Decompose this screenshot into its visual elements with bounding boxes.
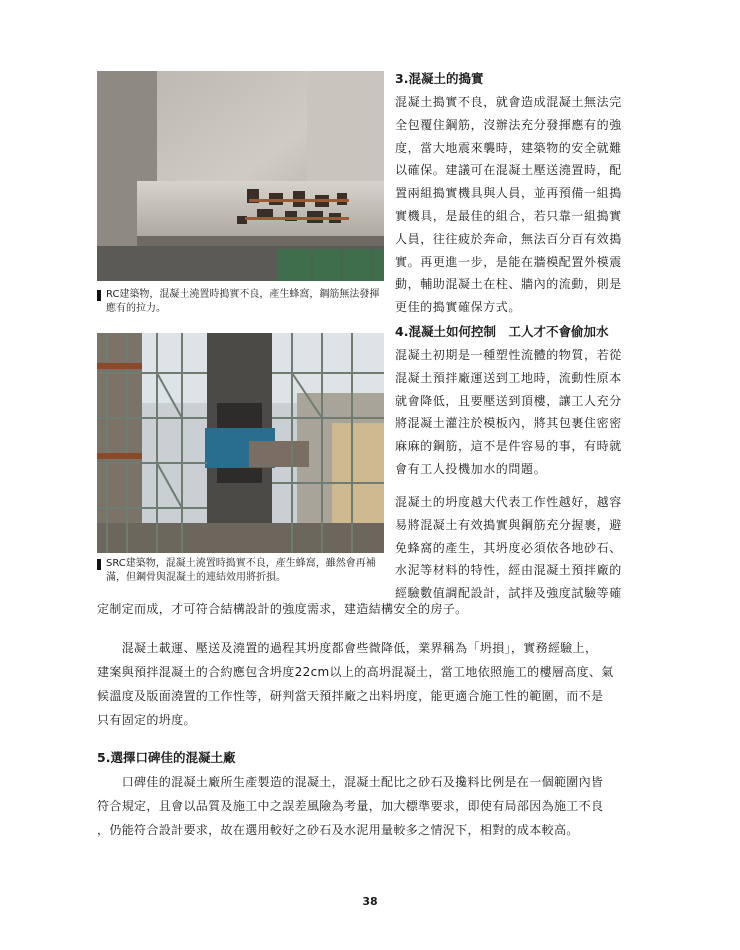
text-line: 定制定而成，才可符合結構設計的強度需求，建造結構安全的房子。 — [97, 602, 468, 616]
section-heading: 5.選擇口碑佳的混凝土廠 — [97, 750, 236, 765]
text-line: 更佳的搗實確保方式。 — [395, 300, 522, 315]
section-body — [395, 491, 655, 605]
text-line: 水泥等材料的特性，經由混凝土預拌廠的 — [395, 563, 622, 578]
text-line: 度，當大地震來襲時，建築物的安全就難 — [395, 140, 622, 155]
section-heading: 4.混凝土如何控制 工人才不會偷加水 — [395, 324, 609, 339]
text-line: 混凝土的坍度越大代表工作性越好，越容 — [395, 495, 622, 509]
text-line: 全包覆住鋼筋，沒辦法充分發揮應有的強 — [395, 117, 622, 132]
text-line: 免蜂窩的產生，其坍度必須依各地砂石、 — [395, 540, 622, 555]
text-line: 實機具，是最佳的組合，若只靠一組搗實 — [395, 208, 622, 223]
section-heading: 3.混凝土的搗實 — [395, 71, 484, 86]
text-line: 易將混凝土有效搗實與鋼筋充分握裹，避 — [395, 517, 622, 532]
figure-caption: RC建築物，混凝土澆置時搗實不良，產生蜂窩，鋼筋無法發揮應有的拉力。 — [97, 288, 387, 316]
text-line: 混凝土預拌廠運送到工地時，流動性原本 — [395, 370, 622, 385]
text-line: 符合規定，且會以品質及施工中之誤差風險為考量，加大標準要求，即使有局部因為施工不良 — [97, 799, 604, 813]
text-line: 將混凝土灌注於模板內，將其包裹住密密 — [395, 416, 622, 431]
text-line: 只有固定的坍度。 — [97, 713, 196, 727]
src-steel-column-photo — [97, 333, 384, 553]
text-line: 口碑佳的混凝土廠所生產製造的混凝土，混凝土配比之砂石及攙料比例是在一個範圍內皆 — [97, 775, 604, 789]
text-line: 建案與預拌混凝土的合約應包含坍度22cm以上的高坍混凝土，當工地依照施工的樓層高度、氣 — [97, 665, 614, 679]
text-line: 混凝土載運、壓送及澆置的過程其坍度都會些微降低，業界稱為「坍損」，實務經驗上， — [97, 641, 598, 655]
text-line: 會有工人投機加水的問題。 — [395, 461, 547, 476]
section-body — [395, 344, 655, 481]
text-line: 候溫度及版面澆置的工作性等，研判當天預拌廠之出料坍度，能更適合施工性的範圍，而不是 — [97, 689, 604, 703]
text-line: 人員，往往疲於奔命，無法百分百有效搗 — [395, 231, 622, 246]
text-line: 經驗數值調配設計，試拌及強度試驗等確 — [395, 586, 622, 601]
text-line: 麻麻的鋼筋，這不是件容易的事，有時就 — [395, 439, 622, 454]
text-line: 混凝土搗實不良，就會造成混凝土無法完 — [395, 95, 622, 109]
rc-honeycomb-photo — [97, 71, 384, 281]
text-line: 實。再更進一步，是能在牆模配置外模震 — [395, 254, 622, 269]
text-line: 混凝土初期是一種塑性流體的物質，若從 — [395, 348, 622, 362]
page-number: 38 — [362, 895, 378, 908]
section-body — [395, 91, 655, 319]
text-line: 就會降低，且要壓送到頂樓，讓工人充分 — [395, 393, 622, 408]
figure-caption: SRC建築物，混凝土澆置時搗實不良，產生蜂窩，雖然會再補滿，但鋼骨與混凝土的連結效用將折損。 — [97, 557, 394, 585]
paragraph — [97, 636, 657, 732]
text-line: 動，輔助混凝土在柱、牆內的流動，則是 — [395, 277, 622, 292]
text-line: ，仍能符合設計要求，故在選用較好之砂石及水泥用量較多之情況下，相對的成本較高。 — [97, 823, 579, 837]
text-line: 以確保。建議可在混凝土壓送澆置時，配 — [395, 163, 622, 178]
text-line: 置兩組搗實機具與人員，並再預備一組搗 — [395, 186, 622, 201]
paragraph — [97, 770, 657, 842]
